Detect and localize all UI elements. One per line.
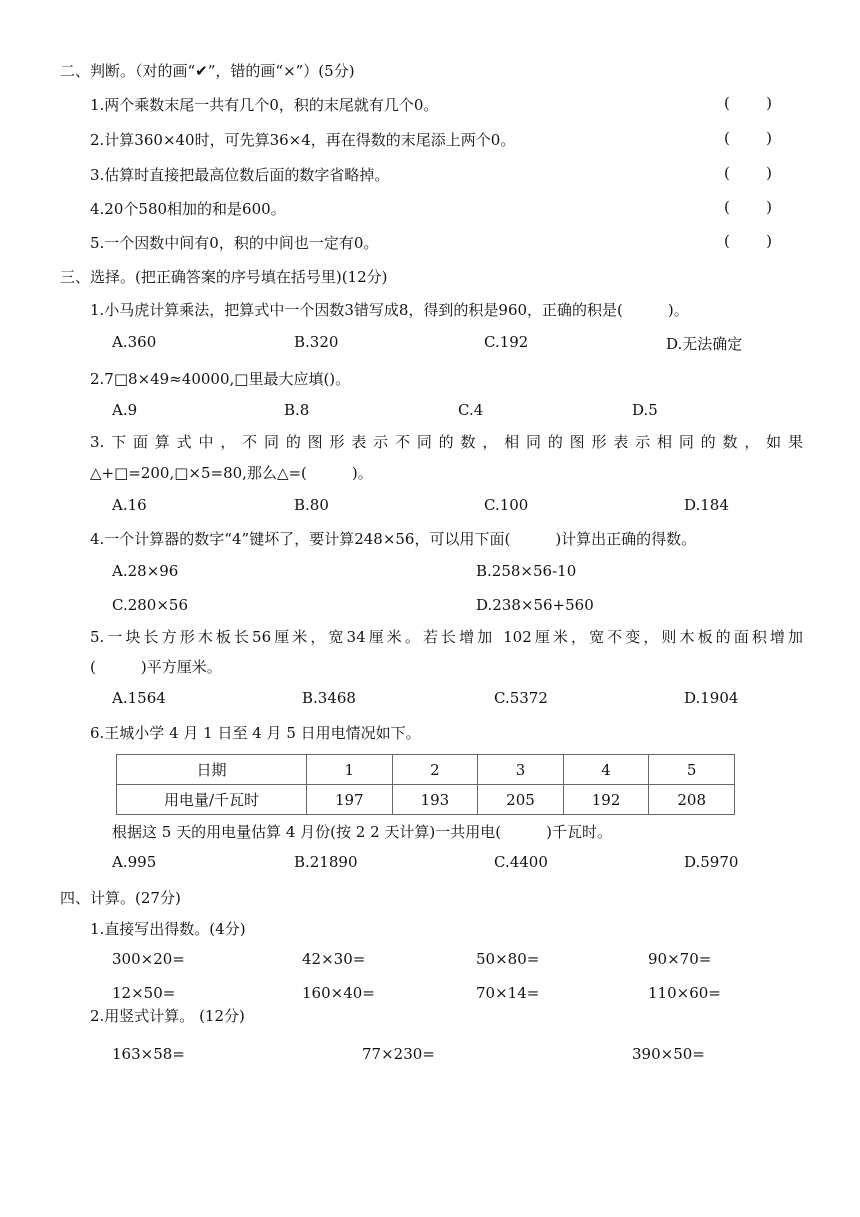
q4-option-b[interactable]: B.258×56-10 <box>476 562 577 580</box>
mental-calc-item: 300×20= <box>112 950 185 968</box>
answer-paren-4[interactable]: ( ) <box>724 198 772 216</box>
table-cell-usage: 193 <box>392 785 478 815</box>
q5-option-a[interactable]: A.1564 <box>112 689 166 707</box>
table-cell-day: 2 <box>392 755 478 785</box>
q4-option-d[interactable]: D.238×56+560 <box>476 596 594 614</box>
section-2-title: 二、判断。（对的画“✔”，错的画“×”）(5分) <box>60 62 355 80</box>
mental-calc-item: 110×60= <box>648 984 721 1002</box>
q6-option-b[interactable]: B.21890 <box>294 853 358 871</box>
mental-calc-item: 12×50= <box>112 984 176 1002</box>
choice-q2-stem: 2.7□8×49≈40000,□里最大应填()。 <box>90 370 351 388</box>
q3-option-a[interactable]: A.16 <box>112 496 147 514</box>
vertical-calc-item: 77×230= <box>362 1045 435 1063</box>
table-cell-usage: 192 <box>563 785 649 815</box>
table-cell-day: 1 <box>307 755 393 785</box>
choice-q1-stem: 1.小马虎计算乘法，把算式中一个因数3错写成8，得到的积是960，正确的积是( )。 <box>90 301 689 319</box>
q5-option-b[interactable]: B.3468 <box>302 689 356 707</box>
q2-option-c[interactable]: C.4 <box>458 401 484 419</box>
answer-paren-1[interactable]: ( ) <box>724 94 772 112</box>
q5-option-c[interactable]: C.5372 <box>494 689 548 707</box>
q2-option-d[interactable]: D.5 <box>632 401 658 419</box>
q4-option-a[interactable]: A.28×96 <box>112 562 179 580</box>
q3-option-b[interactable]: B.80 <box>294 496 329 514</box>
table-cell-usage: 208 <box>649 785 735 815</box>
table-cell-day: 4 <box>563 755 649 785</box>
q6-option-d[interactable]: D.5970 <box>684 853 739 871</box>
mental-calc-item: 90×70= <box>648 950 712 968</box>
q2-option-a[interactable]: A.9 <box>112 401 138 419</box>
calc-part1-title: 1.直接写出得数。(4分) <box>90 920 246 938</box>
q1-option-c[interactable]: C.192 <box>484 333 529 351</box>
q3-option-c[interactable]: C.100 <box>484 496 529 514</box>
table-header-usage: 用电量/千瓦时 <box>117 785 307 815</box>
q1-option-a[interactable]: A.360 <box>112 333 157 351</box>
calc-part2-title: 2.用竖式计算。 (12分) <box>90 1007 245 1025</box>
choice-q3-stem-line2: △+□=200,□×5=80,那么△=( )。 <box>90 464 373 482</box>
answer-paren-2[interactable]: ( ) <box>724 129 772 147</box>
vertical-calc-item: 163×58= <box>112 1045 185 1063</box>
answer-paren-3[interactable]: ( ) <box>724 164 772 182</box>
judge-item-1: 1.两个乘数末尾一共有几个0，积的末尾就有几个0。 <box>90 96 439 114</box>
vertical-calc-item: 390×50= <box>632 1045 705 1063</box>
choice-q6-followup: 根据这 5 天的用电量估算 4 月份(按 2 2 天计算)一共用电( )千瓦时。 <box>112 823 612 841</box>
section-4-title: 四、计算。(27分) <box>60 889 181 907</box>
answer-paren-5[interactable]: ( ) <box>724 232 772 250</box>
choice-q5-stem-line2: ( )平方厘米。 <box>90 658 222 676</box>
q5-option-d[interactable]: D.1904 <box>684 689 739 707</box>
mental-calc-item: 42×30= <box>302 950 366 968</box>
table-cell-usage: 205 <box>478 785 564 815</box>
section-3-title: 三、选择。(把正确答案的序号填在括号里)(12分) <box>60 268 388 286</box>
table-row-dates <box>117 755 735 785</box>
mental-calc-item: 70×14= <box>476 984 540 1002</box>
table-row-usage <box>117 785 735 815</box>
mental-calc-item: 160×40= <box>302 984 375 1002</box>
choice-q3-stem-line1: 3.下面算式中，不同的图形表示不同的数，相同的图形表示相同的数，如果 <box>90 433 803 451</box>
table-cell-day: 3 <box>478 755 564 785</box>
judge-item-5: 5.一个因数中间有0，积的中间也一定有0。 <box>90 234 379 252</box>
choice-q4-stem: 4.一个计算器的数字“4”键坏了，要计算248×56，可以用下面( )计算出正确的得数。 <box>90 530 697 548</box>
q3-option-d[interactable]: D.184 <box>684 496 729 514</box>
q2-option-b[interactable]: B.8 <box>284 401 310 419</box>
choice-q6-stem: 6.王城小学 4 月 1 日至 4 月 5 日用电情况如下。 <box>90 724 421 742</box>
electricity-usage-table <box>116 754 735 815</box>
table-cell-usage: 197 <box>307 785 393 815</box>
mental-calc-item: 50×80= <box>476 950 540 968</box>
judge-item-2: 2.计算360×40时，可先算36×4，再在得数的末尾添上两个0。 <box>90 131 516 149</box>
q4-option-c[interactable]: C.280×56 <box>112 596 188 614</box>
table-cell-day: 5 <box>649 755 735 785</box>
q1-option-b[interactable]: B.320 <box>294 333 339 351</box>
q6-option-a[interactable]: A.995 <box>112 853 157 871</box>
table-header-date: 日期 <box>117 755 307 785</box>
choice-q5-stem-line1: 5.一块长方形木板长56厘米，宽34厘米。若长增加 102厘米，宽不变，则木板的面积增加 <box>90 628 803 646</box>
judge-item-4: 4.20个580相加的和是600。 <box>90 200 286 218</box>
q6-option-c[interactable]: C.4400 <box>494 853 548 871</box>
q1-option-d[interactable]: D.无法确定 <box>666 335 743 353</box>
judge-item-3: 3.估算时直接把最高位数后面的数字省略掉。 <box>90 166 390 184</box>
